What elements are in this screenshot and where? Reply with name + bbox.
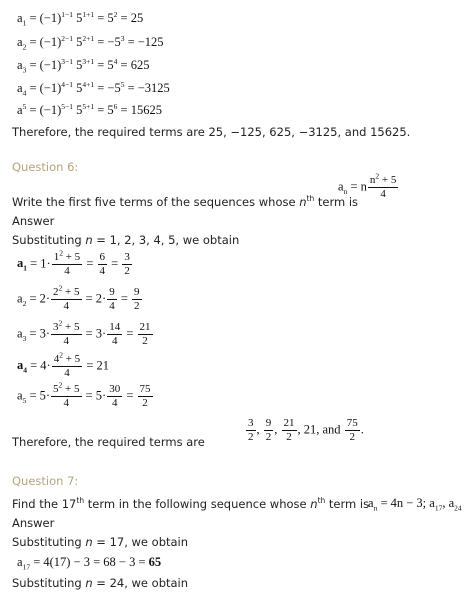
- equation-a2: $a_2 = (-1)^{2-1}$ $5^{2+1} = -5^3 = -125$: [17, 33, 164, 52]
- q6-general-term: $a_n = n$ $\frac{n^2 + 5}{4}$: [338, 171, 397, 200]
- q7-equation-a17: $a_{17} = 4(17) - 3 = 68 - 3 = 65$: [17, 555, 162, 572]
- q6-substitution-line: Substituting n = 1, 2, 3, 4, 5, we obtain: [12, 233, 240, 247]
- q7-general-term: $a_n = 4n - 3$; $a_{17}$, $a_{24}$: [368, 496, 462, 513]
- q6-equation-a3: $a_3 = 3\cdot$ $\frac{3^2 + 5}{4}$ = 3· $\frac{14}{4}$ = $\frac{21}{2}$: [17, 318, 151, 347]
- q7-prompt: Find the 17th term in the following sequence whose $n^{th}$ term is: [12, 496, 370, 511]
- q6-required-terms: $\frac{3}{2}$ , $\frac{9}{2}$ , $\frac{21}{2}$ , 21, and $\frac{75}{2}$ .: [248, 417, 364, 443]
- question-6-heading: Question 6:: [12, 160, 79, 174]
- equation-a1: $a_1 = (-1)^{1-1}$ $5^{1+1} = 5^2 = 25$: [17, 9, 144, 28]
- q7-substitution-24: Substituting n = 24, we obtain: [12, 576, 189, 590]
- question-7-heading: Question 7:: [12, 474, 79, 488]
- q5-conclusion: Therefore, the required terms are 25, −125, 625, −3125, and 15625.: [12, 125, 411, 139]
- q6-equation-a4: $a_4 = 4\cdot$ $\frac{4^2 + 5}{4}$ = 21: [17, 350, 109, 379]
- q6-prompt: Write the first five terms of the sequences whose $n^{th}$ term is: [12, 194, 359, 209]
- equation-a5: $a^5 = (-1)^{5-1}$ $5^{5+1} = 5^6 = 15625$: [17, 101, 162, 117]
- q6-equation-a1: $a_1 = 1\cdot$ $\frac{1^2 + 5}{4}$ = $\frac{6}{4}$ = $\frac{3}{2}$: [17, 248, 130, 277]
- q6-equation-a5: $a_5 = 5\cdot$ $\frac{5^2 + 5}{4}$ = 5· $\frac{30}{4}$ = $\frac{75}{2}$: [17, 380, 151, 409]
- q6-answer-label: Answer: [12, 214, 55, 228]
- q7-substitution-17: Substituting n = 17, we obtain: [12, 535, 189, 549]
- q6-equation-a2: $a_2 = 2\cdot$ $\frac{2^2 + 5}{4}$ = 2· $\frac{9}{4}$ = $\frac{9}{2}$: [17, 283, 140, 312]
- equation-a4: $a_4 = (-1)^{4-1}$ $5^{4+1} = -5^5 = -3125$: [17, 79, 170, 98]
- q7-answer-label: Answer: [12, 516, 55, 530]
- equation-a3: $a_3 = (-1)^{3-1}$ $5^{3+1} = 5^4 = 625$: [17, 56, 150, 75]
- q6-conclusion: Therefore, the required terms are: [12, 435, 205, 449]
